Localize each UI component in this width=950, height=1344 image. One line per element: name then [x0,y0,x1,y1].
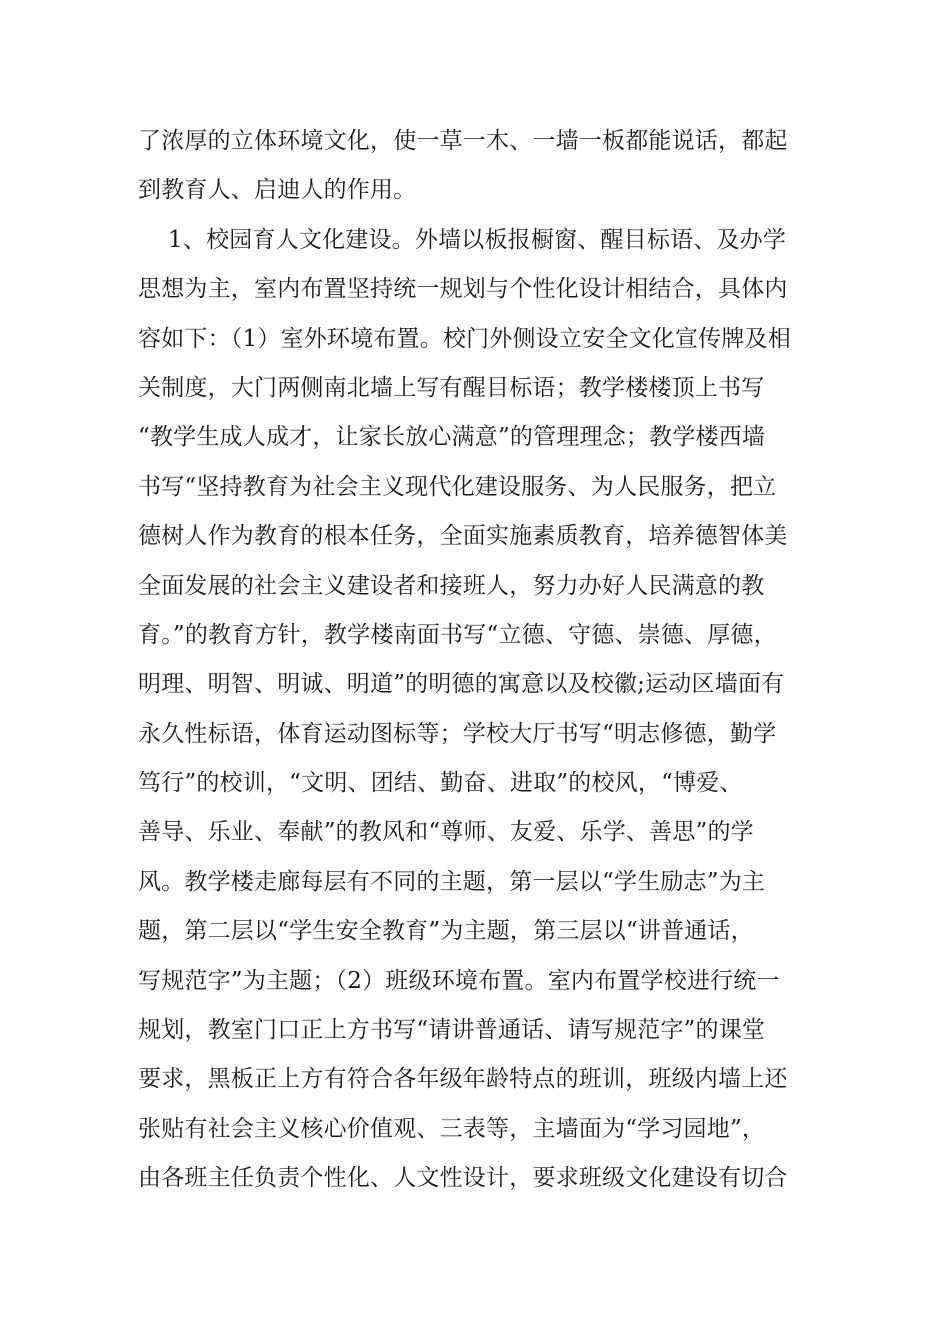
text-line: 德树人作为教育的根本任务，全面实施素质教育，培养德智体美 [138,523,788,550]
body-text [138,117,818,1204]
text-line: 永久性标语，体育运动图标等；学校大厅书写“明志修德，勤学 [138,720,777,747]
text-line: 书写“坚持教育为社会主义现代化建设服务、为人民服务，把立 [138,473,777,500]
text-line: 思想为主，室内布置坚持统一规划与个性化设计相结合，具体内 [138,276,788,303]
text-line: 关制度，大门两侧南北墙上写有醒目标语；教学楼楼顶上书写 [138,374,765,401]
text-line: 题，第二层以“学生安全教育”为主题，第三层以“讲普通话， [138,918,754,945]
text-line: 全面发展的社会主义建设者和接班人，努力办好人民满意的教 [138,572,765,599]
text-line: 1、校园育人文化建设。外墙以板报橱窗、醒目标语、及办学 [138,226,787,253]
text-line: 到教育人、启迪人的作用。 [138,177,417,204]
text-line: 了浓厚的立体环境文化，使一草一木、一墙一板都能说话，都起 [138,128,788,154]
text-line: 明理、明智、明诚、明道”的明德的寓意以及校徽;运动区墙面有 [138,671,785,698]
text-line: 由各班主任负责个性化、人文性设计，要求班级文化建设有切合 [138,1165,788,1192]
text-line: 容如下：（1）室外环境布置。校门外侧设立安全文化宣传牌及相 [138,325,791,352]
text-line: 张贴有社会主义核心价值观、三表等，主墙面为“学习园地”， [138,1115,766,1142]
text-line: 写规范字”为主题；（2）班级环境布置。室内布置学校进行统一 [138,967,780,994]
text-line: 育。”的教育方针，教学楼南面书写“立德、守德、崇德、厚德， [138,621,777,648]
text-line: 笃行”的校训，“文明、团结、勤奋、进取”的校风，“博爱、 [138,770,743,797]
text-line: 风。教学楼走廊每层有不同的主题，第一层以“学生励志”为主 [138,868,766,895]
text-line: 善导、乐业、奉献”的教风和“尊师、友爱、乐学、善思”的学 [138,819,754,846]
text-line: 要求，黑板正上方有符合各年级年龄特点的班训，班级内墙上还 [138,1066,788,1093]
text-line: “教学生成人成才，让家长放心满意”的管理理念；教学楼西墙 [138,424,766,451]
text-line: 规划，教室门口正上方书写“请讲普通话、请写规范字”的课堂 [138,1017,766,1044]
